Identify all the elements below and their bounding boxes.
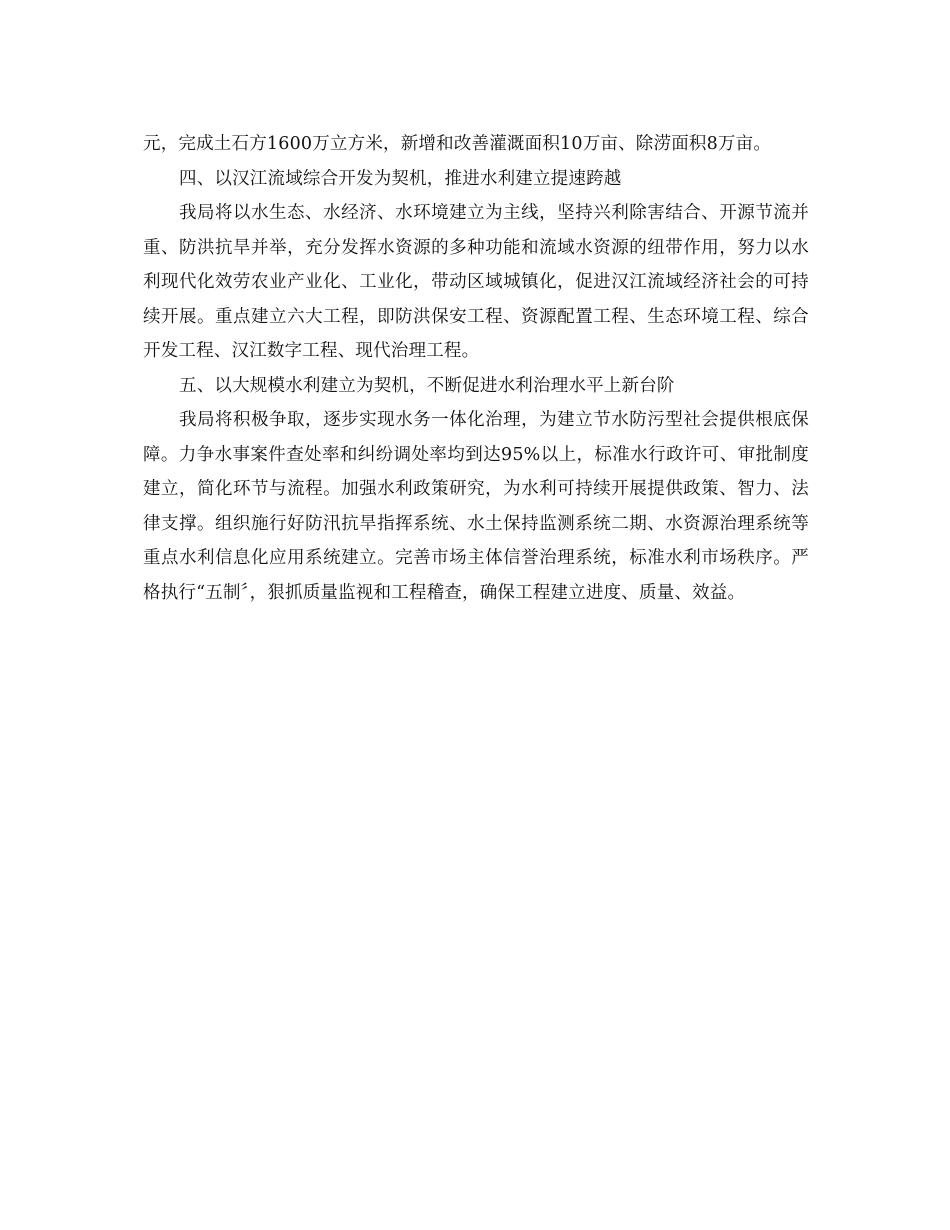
paragraph-section-four-body: 我局将以水生态、水经济、水环境建立为主线，坚持兴利除害结合、开源节流并重、防洪抗旱并举，充分发挥水资源的多种功能和流域水资源的纽带作用，努力以水利现代化效劳农业产业化、工业化，带动区域城镇化，促进汉江流域经济社会的可持续开展。重点建立六大工程，即防洪保安工程、资源配置工程、生态环境工程、综合开发工程、汉江数字工程、现代治理工程。 bbox=[143, 203, 809, 361]
section-heading-five: 五、以大规模水利建立为契机，不断促进水利治理水平上新台阶 bbox=[179, 375, 675, 396]
paragraph-continuation: 元，完成土石方1600万立方米，新增和改善灌溉面积10万亩、除涝面积8万亩。 bbox=[143, 134, 772, 154]
paragraph-section-five-body: 我局将积极争取，逐步实现水务一体化治理，为建立节水防污型社会提供根底保障。力争水事案件查处率和纠纷调处率均到达95%以上，标准水行政许可、审批制度建立，简化环节与流程。加强水利政策研究，为水利可持续开展提供政策、智力、法律支撑。组织施行好防汛抗旱指挥系统、水土保持监测系统二期、水资源治理系统等重点水利信息化应用系统建立。完善市场主体信誉治理系统，标准水利市场秩序。严格执行“五制〞，狠抓质量监视和工程稽查，确保工程建立进度、质量、效益。 bbox=[143, 410, 809, 603]
document-body bbox=[143, 127, 809, 610]
section-heading-four: 四、以汉江流域综合开发为契机，推进水利建立提速跨越 bbox=[179, 168, 622, 189]
